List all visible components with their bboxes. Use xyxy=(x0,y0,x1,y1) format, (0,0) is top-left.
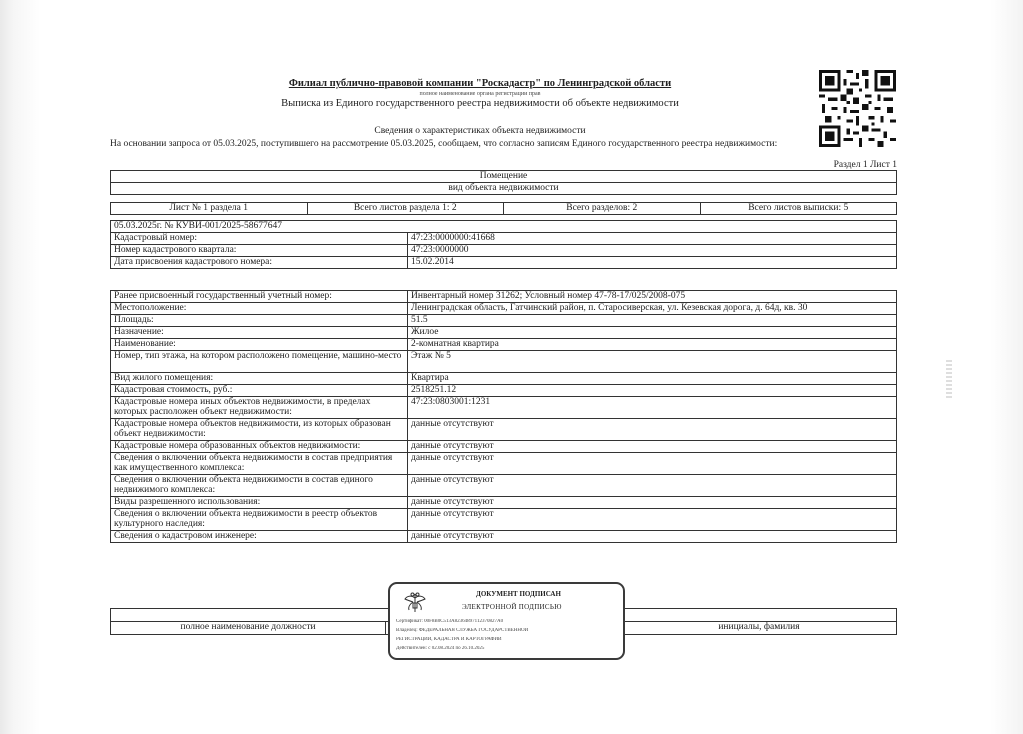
field-label: Назначение: xyxy=(111,327,408,339)
field-value: 47:23:0803001:1231 xyxy=(408,397,897,419)
stamp-owner: Владелец: ФЕДЕРАЛЬНАЯ СЛУЖБА ГОСУДАРСТВЕННОЙ xyxy=(396,628,529,633)
organization-caption: полное наименование органа регистрации прав xyxy=(419,91,541,97)
field-value: данные отсутствуют xyxy=(408,419,897,441)
table-row xyxy=(111,327,897,339)
table-row xyxy=(111,233,897,245)
sheets-in-section: Всего листов раздела 1: 2 xyxy=(307,203,504,215)
field-label: Вид жилого помещения: xyxy=(111,373,408,385)
field-value: 15.02.2014 xyxy=(408,257,897,269)
table-row xyxy=(111,441,897,453)
table-row xyxy=(111,509,897,531)
field-value: 2518251.12 xyxy=(408,385,897,397)
table-row xyxy=(111,351,897,373)
field-value: данные отсутствуют xyxy=(408,475,897,497)
table-row xyxy=(111,291,897,303)
extract-date-number: 05.03.2025г. № КУВИ-001/2025-58677647 xyxy=(111,221,897,233)
field-label: Кадастровая стоимость, руб.: xyxy=(111,385,408,397)
field-label: Наименование: xyxy=(111,339,408,351)
field-value: Квартира xyxy=(408,373,897,385)
stamp-owner-cont: РЕГИСТРАЦИИ, КАДАСТРА И КАРТОГРАФИИ xyxy=(396,637,502,642)
field-value: Этаж № 5 xyxy=(408,351,897,373)
field-label: Номер, тип этажа, на котором расположено помещение, машино-место xyxy=(111,351,408,373)
field-label: Сведения о включении объекта недвижимости в реестр объектов культурного наследия: xyxy=(111,509,408,531)
scan-artifact xyxy=(946,360,952,400)
sheet-number: Лист № 1 раздела 1 xyxy=(111,203,308,215)
field-value: данные отсутствуют xyxy=(408,531,897,543)
field-label: Виды разрешенного использования: xyxy=(111,497,408,509)
field-value: данные отсутствуют xyxy=(408,441,897,453)
organization-name: Филиал публично-правовой компании "Роскадастр" по Ленинградской области xyxy=(288,78,672,89)
stamp-certificate: Сертификат: 00F8B0C513A82364897112370827A0 xyxy=(396,619,504,624)
section-title: Сведения о характеристиках объекта недвижимости xyxy=(374,126,586,136)
table-row xyxy=(111,385,897,397)
field-label: Дата присвоения кадастрового номера: xyxy=(111,257,408,269)
field-value: 47:23:0000000 xyxy=(408,245,897,257)
coat-of-arms-icon xyxy=(402,590,428,616)
field-value: данные отсутствуют xyxy=(408,509,897,531)
field-label: Кадастровые номера объектов недвижимости, из которых образован объект недвижимости: xyxy=(111,419,408,441)
stamp-title: ДОКУМЕНТ ПОДПИСАН xyxy=(476,590,561,598)
object-type-value: Помещение xyxy=(111,171,897,183)
field-label: Кадастровые номера образованных объектов недвижимости: xyxy=(111,441,408,453)
field-label: Ранее присвоенный государственный учетный номер: xyxy=(111,291,408,303)
table-row xyxy=(111,397,897,419)
sheets-in-extract: Всего листов выписки: 5 xyxy=(700,203,897,215)
sections-total: Всего разделов: 2 xyxy=(504,203,701,215)
name-caption: инициалы, фамилия xyxy=(621,622,896,635)
position-caption: полное наименование должности xyxy=(111,622,386,635)
field-label: Сведения о кадастровом инженере: xyxy=(111,531,408,543)
field-label: Номер кадастрового квартала: xyxy=(111,245,408,257)
table-row xyxy=(111,531,897,543)
qr-code-icon xyxy=(819,70,896,147)
table-row xyxy=(111,475,897,497)
table-row xyxy=(111,257,897,269)
table-row xyxy=(111,497,897,509)
stamp-validity: Действителен: с 02.08.2024 по 26.10.2025 xyxy=(396,646,485,651)
field-value: 2-комнатная квартира xyxy=(408,339,897,351)
sheet-counts-table xyxy=(110,202,897,215)
table-row xyxy=(111,453,897,475)
field-label: Кадастровый номер: xyxy=(111,233,408,245)
field-value: данные отсутствуют xyxy=(408,453,897,475)
table-row xyxy=(111,315,897,327)
characteristics-table xyxy=(110,290,897,543)
table-row xyxy=(111,245,897,257)
field-value: Ленинградская область, Гатчинский район, п. Старосиверская, ул. Кезевская дорога, д. 64д, кв. 30 xyxy=(408,303,897,315)
object-type-caption: вид объекта недвижимости xyxy=(111,183,897,195)
stamp-subtitle: ЭЛЕКТРОННОЙ ПОДПИСЬЮ xyxy=(462,603,562,611)
field-value: Жилое xyxy=(408,327,897,339)
request-basis: На основании запроса от 05.03.2025, поступившего на рассмотрение 05.03.2025, сообщаем, что согласно записям Единого государственного реестра недвижимости: xyxy=(110,139,778,149)
object-type-table xyxy=(110,170,897,195)
field-label: Сведения о включении объекта недвижимости в состав предприятия как имущественного комплекса: xyxy=(111,453,408,475)
field-label: Кадастровые номера иных объектов недвижимости, в пределах которых расположен объект недвижимости: xyxy=(111,397,408,419)
identification-table xyxy=(110,220,897,269)
field-label: Местоположение: xyxy=(111,303,408,315)
table-row xyxy=(111,419,897,441)
field-label: Сведения о включении объекта недвижимости в состав единого недвижимого комплекса: xyxy=(111,475,408,497)
field-value: данные отсутствуют xyxy=(408,497,897,509)
field-value: 51.5 xyxy=(408,315,897,327)
document-title: Выписка из Единого государственного реестра недвижимости об объекте недвижимости xyxy=(281,98,679,109)
field-label: Площадь: xyxy=(111,315,408,327)
e-signature-stamp xyxy=(388,582,625,660)
table-row xyxy=(111,339,897,351)
section-sheet-ref: Раздел 1 Лист 1 xyxy=(833,160,897,170)
table-row xyxy=(111,373,897,385)
table-row xyxy=(111,303,897,315)
field-value: Инвентарный номер 31262; Условный номер 47-78-17/025/2008-075 xyxy=(408,291,897,303)
field-value: 47:23:0000000:41668 xyxy=(408,233,897,245)
